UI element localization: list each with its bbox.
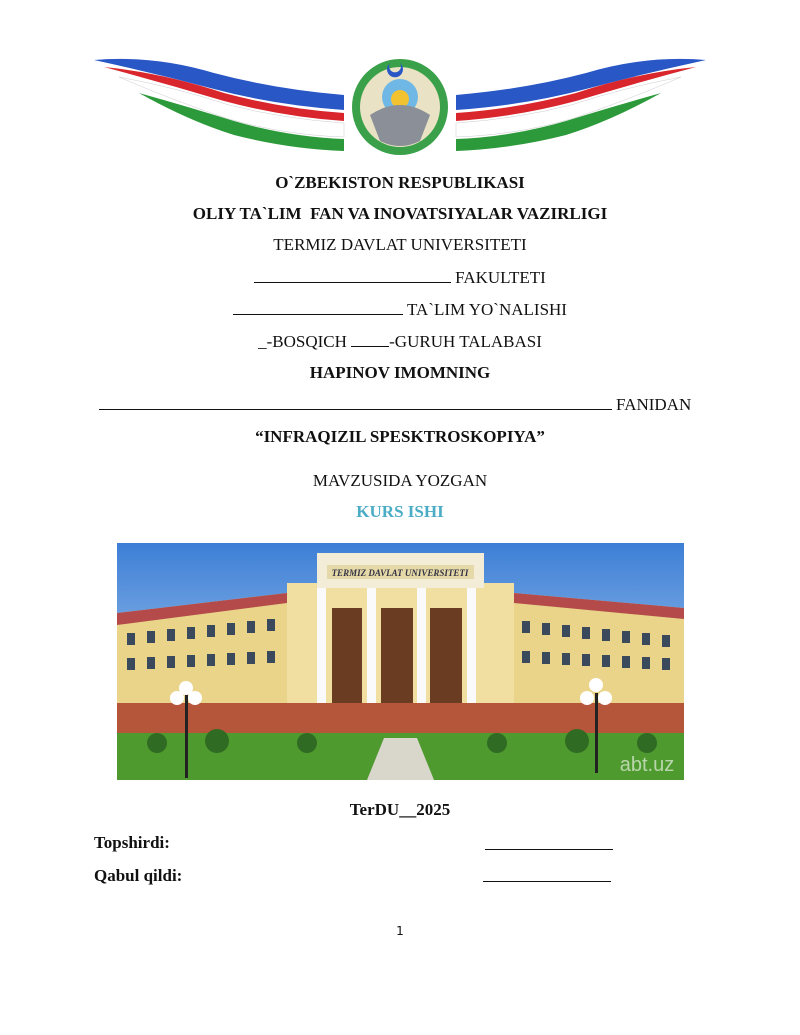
faculty-line (0, 267, 800, 288)
city-year: TerDU__2025 (349, 800, 451, 819)
page-number: 1 (396, 924, 404, 938)
topic-caption: MAVZUSIDA YOZGAN (312, 471, 488, 490)
student-name: HAPINOV IMOMNING (309, 363, 491, 382)
state-emblem-image (94, 55, 706, 155)
direction-label: TA`LIM YO`NALISHI (407, 300, 567, 319)
country-heading: O`ZBEKISTON RESPUBLIKASI (275, 173, 525, 192)
photo-watermark: abt.uz (619, 754, 675, 776)
work-type-label: KURS ISHI (356, 502, 444, 521)
ministry-heading: OLIY TA`LIM FAN VA INOVATSIYALAR VAZIRLIGI (192, 204, 608, 223)
course-label: _-BOSQICH (258, 332, 347, 351)
topic-title: “INFRAQIZIL SPESKTROSKOPIYA” (255, 427, 545, 446)
accepted-signature-line (483, 866, 611, 882)
subject-label: FANIDAN (616, 395, 692, 414)
faculty-label: FAKULTETI (455, 268, 546, 287)
group-blank (351, 331, 389, 347)
university-name: TERMIZ DAVLAT UNIVERSITETI (273, 235, 527, 254)
group-label: -GURUH TALABASI (389, 332, 542, 351)
submitted-label: Topshirdi: (94, 833, 170, 852)
faculty-blank (254, 267, 451, 283)
subject-line (99, 394, 691, 415)
direction-line (0, 299, 800, 320)
building-sign: TERMIZ DAVLAT UNIVERSITETI (331, 568, 469, 578)
university-building-photo (117, 543, 684, 780)
course-group-line (0, 331, 800, 352)
accepted-label: Qabul qildi: (94, 866, 183, 885)
direction-blank (233, 299, 403, 315)
submitted-signature-line (485, 835, 613, 850)
subject-blank (99, 394, 612, 410)
